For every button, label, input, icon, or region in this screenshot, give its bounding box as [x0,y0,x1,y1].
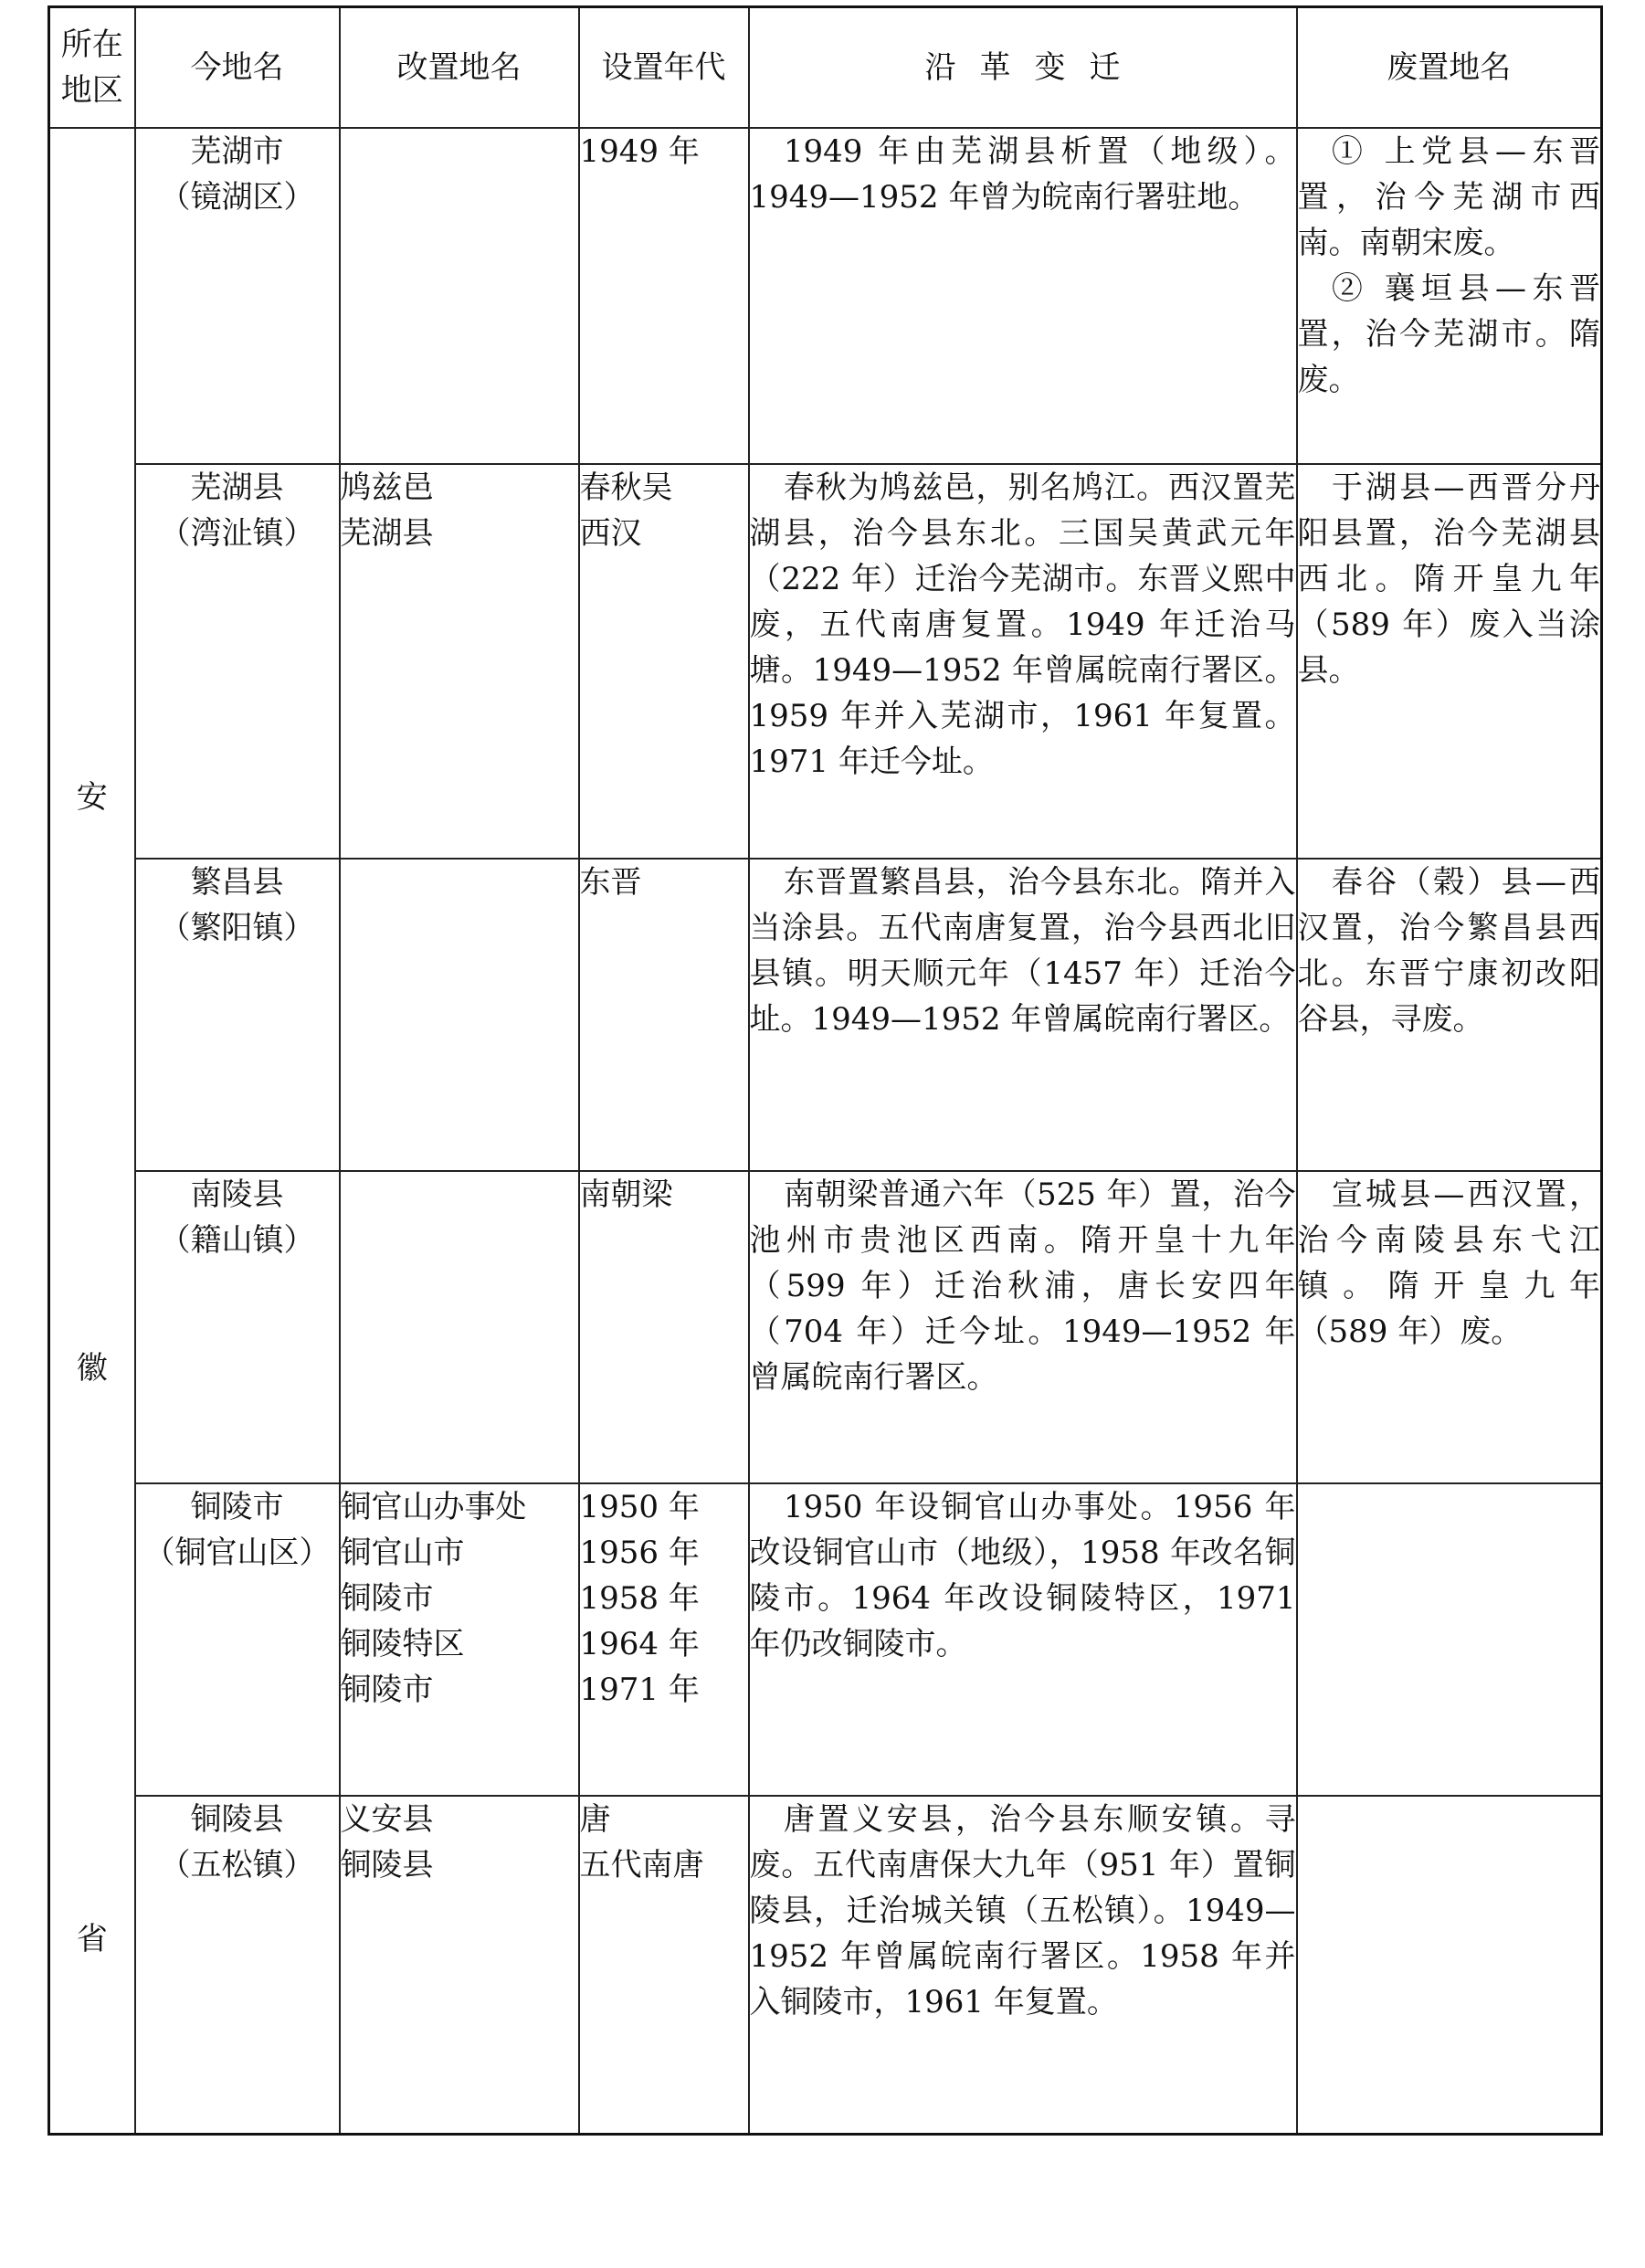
place-name: 铜陵县 [190,1801,284,1838]
header-region-line1: 所在 [60,26,123,63]
renamed-item: 铜陵县 [340,1847,434,1883]
renamed-cell [340,1483,579,1796]
abolished-entry: 宣城县—西汉置，治今南陵县东弋江镇。隋开皇九年（589 年）废。 [1297,1176,1600,1350]
county-seat: （五松镇） [159,1847,315,1883]
header-history-label: 沿革变迁 [924,49,1144,86]
history-text: 春秋为鸠兹邑，别名鸠江。西汉置芜湖县，治今县东北。三国吴黄武元年（222 年）迁治今芜湖市。东晋义熙中废，五代南唐复置。1949 年迁治马塘。1949—1952 年曾属皖南行署区。1959 年并入芜湖市，1961 年复置。1971 年迁今址。 [749,469,1296,780]
renamed-item: 铜陵特区 [340,1626,465,1662]
abolished-cell [1297,1171,1602,1483]
established-year: 东晋 [579,864,642,901]
abolished-cell [1297,1483,1602,1796]
county-seat: （湾沚镇） [159,515,315,552]
established-cell [579,464,749,859]
header-current-name: 今地名 [135,7,340,129]
county-seat: （籍山镇） [159,1222,315,1259]
renamed-item: 铜官山办事处 [340,1489,527,1525]
region-char: 安 [76,778,108,816]
established-cell [579,1796,749,2134]
established-year: 五代南唐 [579,1847,704,1883]
history-text: 唐置义安县，治今县东顺安镇。寻废。五代南唐保大九年（951 年）置铜陵县，迁治城关镇（五松镇）。1949—1952 年曾属皖南行署区。1958 年并入铜陵市，1961 年复置。 [749,1801,1296,2020]
place-name: 铜陵市 [190,1489,284,1525]
history-cell [749,1171,1297,1483]
table-row [49,464,1602,859]
header-history [749,7,1297,129]
established-year: 春秋吴 [579,469,673,506]
header-region [49,7,135,129]
region-char: 徽 [76,1349,108,1387]
place-name: 芜湖市 [190,133,284,170]
established-year: 南朝梁 [579,1176,673,1213]
place-name: 南陵县 [190,1176,284,1213]
abolished-entry: 春谷（榖）县—西汉置，治今繁昌县西北。东晋宁康初改阳谷县，寻废。 [1297,864,1600,1038]
region-cell [49,128,135,2134]
header-abolished: 废置地名 [1297,7,1602,129]
established-cell [579,859,749,1171]
abolished-entry: ② 襄垣县—东晋置，治今芜湖市。隋废。 [1297,270,1600,398]
current-name-cell [135,1171,340,1483]
county-seat: （繁阳镇） [159,910,315,946]
abolished-cell [1297,1796,1602,2134]
established-cell [579,1171,749,1483]
table-row [49,1483,1602,1796]
header-renamed: 改置地名 [340,7,579,129]
current-name-cell [135,128,340,464]
established-cell [579,1483,749,1796]
place-name: 芜湖县 [190,469,284,506]
established-year: 唐 [579,1801,611,1838]
current-name-cell [135,1483,340,1796]
renamed-item: 义安县 [340,1801,434,1838]
abolished-cell [1297,128,1602,464]
renamed-cell [340,128,579,464]
established-year: 1971 年 [579,1672,700,1708]
established-year: 西汉 [579,515,642,552]
current-name-cell [135,464,340,859]
table-row [49,1171,1602,1483]
established-year: 1964 年 [579,1626,700,1662]
current-name-cell [135,859,340,1171]
abolished-entry: ① 上党县—东晋置，治今芜湖市西南。南朝宋废。 [1297,133,1600,261]
established-year: 1958 年 [579,1580,700,1617]
established-year: 1949 年 [579,133,700,170]
renamed-cell [340,1171,579,1483]
abolished-cell [1297,859,1602,1171]
established-year: 1950 年 [579,1489,700,1525]
header-row [49,7,1602,129]
established-cell [579,128,749,464]
gazetteer-table [47,5,1603,2136]
region-char: 省 [76,1920,108,1957]
table-body [49,128,1602,2134]
history-text: 1950 年设铜官山办事处。1956 年改设铜官山市（地级），1958 年改名铜陵市。1964 年改设铜陵特区，1971 年仍改铜陵市。 [749,1489,1296,1662]
renamed-item: 铜陵市 [340,1672,434,1708]
established-year: 1956 年 [579,1535,700,1571]
history-text: 南朝梁普通六年（525 年）置，治今池州市贵池区西南。隋开皇十九年（599 年）迁治秋浦，唐长安四年（704 年）迁今址。1949—1952 年曾属皖南行署区。 [749,1176,1296,1396]
renamed-item: 芜湖县 [340,515,434,552]
renamed-cell [340,859,579,1171]
history-cell [749,128,1297,464]
current-name-cell [135,1796,340,2134]
header-region-line2: 地区 [60,72,123,109]
history-cell [749,464,1297,859]
county-seat: （铜官山区） [143,1535,331,1571]
renamed-item: 铜陵市 [340,1580,434,1617]
history-text: 1949 年由芜湖县析置（地级）。1949—1952 年曾为皖南行署驻地。 [749,133,1296,216]
renamed-item: 铜官山市 [340,1535,465,1571]
history-text: 东晋置繁昌县，治今县东北。隋并入当涂县。五代南唐复置，治今县西北旧县镇。明天顺元年（1457 年）迁治今址。1949—1952 年曾属皖南行署区。 [749,864,1296,1038]
table-row [49,128,1602,464]
history-cell [749,859,1297,1171]
renamed-cell [340,1796,579,2134]
renamed-cell [340,464,579,859]
county-seat: （镜湖区） [159,179,315,216]
table-row [49,1796,1602,2134]
place-name: 繁昌县 [190,864,284,901]
abolished-entry: 于湖县—西晋分丹阳县置，治今芜湖县西北。隋开皇九年（589 年）废入当涂县。 [1297,469,1600,689]
history-cell [749,1796,1297,2134]
header-established: 设置年代 [579,7,749,129]
table-row [49,859,1602,1171]
abolished-cell [1297,464,1602,859]
history-cell [749,1483,1297,1796]
renamed-item: 鸠兹邑 [340,469,434,506]
